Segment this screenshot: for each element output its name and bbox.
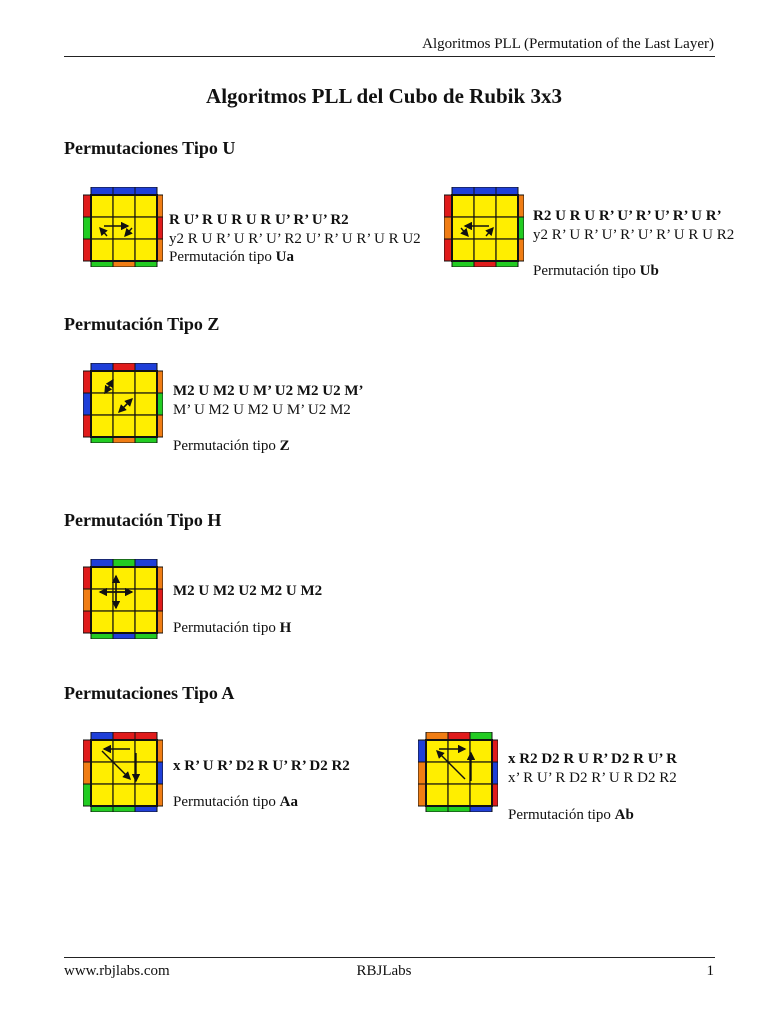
face-sticker — [135, 611, 157, 633]
top-sticker — [113, 559, 135, 567]
algorithm-aa — [173, 757, 350, 776]
ptype-prefix: Permutación tipo — [173, 438, 276, 454]
top-sticker — [135, 363, 157, 371]
ptype-ub — [533, 263, 659, 280]
top-sticker — [135, 187, 157, 195]
ptype-name-ub: Ub — [639, 263, 659, 279]
top-sticker — [113, 732, 135, 740]
face-sticker — [470, 784, 492, 806]
cube-diagram-z — [83, 363, 163, 443]
page-title: Algoritmos PLL del Cubo de Rubik 3x3 — [206, 84, 562, 108]
left-sticker — [83, 740, 91, 762]
algorithm-z-alt: M’ U M2 U M2 U M’ U2 M2 — [173, 402, 351, 418]
face-sticker — [135, 371, 157, 393]
left-sticker — [83, 567, 91, 589]
ptype-name-aa: Aa — [279, 794, 298, 810]
face-sticker — [135, 589, 157, 611]
ptype-ua — [169, 249, 294, 266]
ptype-z — [173, 438, 290, 455]
face-sticker — [470, 762, 492, 784]
top-sticker — [452, 187, 474, 195]
ptype-prefix: Permutación tipo — [508, 807, 611, 823]
face-sticker — [113, 740, 135, 762]
face-sticker — [91, 784, 113, 806]
top-sticker — [474, 187, 496, 195]
face-sticker — [448, 784, 470, 806]
ptype-ab — [508, 807, 634, 824]
left-sticker — [444, 195, 452, 217]
footer-brand: RBJLabs — [356, 963, 412, 979]
ptype-name-z: Z — [279, 438, 290, 454]
top-sticker — [91, 187, 113, 195]
left-sticker — [83, 239, 91, 261]
ptype-prefix: Permutación tipo — [169, 249, 272, 265]
algorithm-h — [173, 582, 322, 601]
face-sticker — [135, 784, 157, 806]
face-sticker — [496, 217, 518, 239]
face-sticker — [135, 239, 157, 261]
face-sticker — [91, 217, 113, 239]
top-sticker — [448, 732, 470, 740]
face-sticker — [113, 784, 135, 806]
face-sticker — [135, 740, 157, 762]
ptype-name-h: H — [279, 620, 292, 636]
top-sticker — [113, 363, 135, 371]
left-sticker — [83, 784, 91, 806]
left-sticker — [83, 762, 91, 784]
face-sticker — [113, 195, 135, 217]
face-sticker — [135, 393, 157, 415]
left-sticker — [83, 195, 91, 217]
face-sticker — [426, 784, 448, 806]
left-sticker — [444, 217, 452, 239]
section-heading-a: Permutaciones Tipo A — [64, 683, 235, 703]
left-sticker — [444, 239, 452, 261]
top-sticker — [470, 732, 492, 740]
left-sticker — [83, 371, 91, 393]
cube-diagram-h — [83, 559, 163, 639]
footer-url: www.rbjlabs.com — [64, 963, 170, 979]
algorithm-ub-main: R2 U R U R’ U’ R’ U’ R’ U R’ — [533, 208, 722, 224]
face-sticker — [91, 415, 113, 437]
footer-page-number: 1 — [706, 963, 714, 979]
face-sticker — [426, 762, 448, 784]
face-sticker — [113, 239, 135, 261]
face-sticker — [91, 371, 113, 393]
top-sticker — [135, 559, 157, 567]
face-sticker — [452, 195, 474, 217]
left-sticker — [83, 217, 91, 239]
face-sticker — [91, 239, 113, 261]
face-sticker — [496, 239, 518, 261]
footer-rule — [64, 957, 715, 958]
face-sticker — [448, 740, 470, 762]
algorithm-ua-alt: y2 R U R’ U R’ U’ R2 U’ R’ U R’ U R U2 — [169, 231, 421, 247]
header-rule — [64, 56, 715, 57]
face-sticker — [113, 611, 135, 633]
left-sticker — [83, 589, 91, 611]
cube-diagram-aa — [83, 732, 163, 812]
top-sticker — [91, 363, 113, 371]
ptype-name-ua: Ua — [275, 249, 294, 265]
face-sticker — [91, 195, 113, 217]
algorithm-z — [173, 382, 364, 420]
algorithm-ab-alt: x’ R U’ R D2 R’ U R D2 R2 — [508, 770, 677, 786]
ptype-aa — [173, 794, 298, 811]
algorithm-ab-main: x R2 D2 R U R’ D2 R U’ R — [508, 751, 678, 767]
face-sticker — [91, 393, 113, 415]
section-heading-h: Permutación Tipo H — [64, 510, 222, 530]
top-sticker — [113, 187, 135, 195]
left-sticker — [83, 393, 91, 415]
left-sticker — [83, 611, 91, 633]
face-sticker — [135, 762, 157, 784]
face-sticker — [470, 740, 492, 762]
algorithm-aa-main: x R’ U R’ D2 R U’ R’ D2 R2 — [173, 758, 350, 774]
face-sticker — [452, 217, 474, 239]
section-heading-z: Permutación Tipo Z — [64, 314, 220, 334]
algorithm-ub — [533, 207, 734, 245]
top-sticker — [135, 732, 157, 740]
top-sticker — [91, 732, 113, 740]
face-sticker — [113, 415, 135, 437]
face-sticker — [113, 371, 135, 393]
algorithm-ua — [169, 211, 421, 249]
running-header: Algoritmos PLL (Permutation of the Last Layer) — [422, 36, 714, 52]
face-sticker — [135, 567, 157, 589]
face-sticker — [91, 611, 113, 633]
ptype-h — [173, 620, 291, 637]
algorithm-ub-alt: y2 R’ U R’ U’ R’ U’ R’ U R U R2 — [533, 227, 735, 243]
algorithm-z-main: M2 U M2 U M’ U2 M2 U2 M’ — [173, 383, 364, 399]
algorithm-ab — [508, 750, 677, 788]
face-sticker — [135, 217, 157, 239]
top-sticker — [91, 559, 113, 567]
face-sticker — [91, 567, 113, 589]
ptype-prefix: Permutación tipo — [533, 263, 636, 279]
left-sticker — [418, 784, 426, 806]
section-heading-u: Permutaciones Tipo U — [64, 138, 236, 158]
top-sticker — [426, 732, 448, 740]
algorithm-ua-main: R U’ R U R U R U’ R’ U’ R2 — [169, 212, 349, 228]
face-sticker — [474, 195, 496, 217]
ptype-prefix: Permutación tipo — [173, 620, 276, 636]
top-sticker — [496, 187, 518, 195]
face-sticker — [135, 195, 157, 217]
left-sticker — [418, 740, 426, 762]
face-sticker — [135, 415, 157, 437]
algorithm-h-main: M2 U M2 U2 M2 U M2 — [173, 583, 323, 599]
face-sticker — [474, 239, 496, 261]
cube-diagram-ub — [444, 187, 524, 267]
cube-diagram-ab — [418, 732, 498, 812]
ptype-prefix: Permutación tipo — [173, 794, 276, 810]
face-sticker — [452, 239, 474, 261]
face-sticker — [91, 762, 113, 784]
left-sticker — [83, 415, 91, 437]
left-sticker — [418, 762, 426, 784]
face-sticker — [113, 393, 135, 415]
cube-diagram-ua — [83, 187, 163, 267]
ptype-name-ab: Ab — [614, 807, 634, 823]
face-sticker — [496, 195, 518, 217]
